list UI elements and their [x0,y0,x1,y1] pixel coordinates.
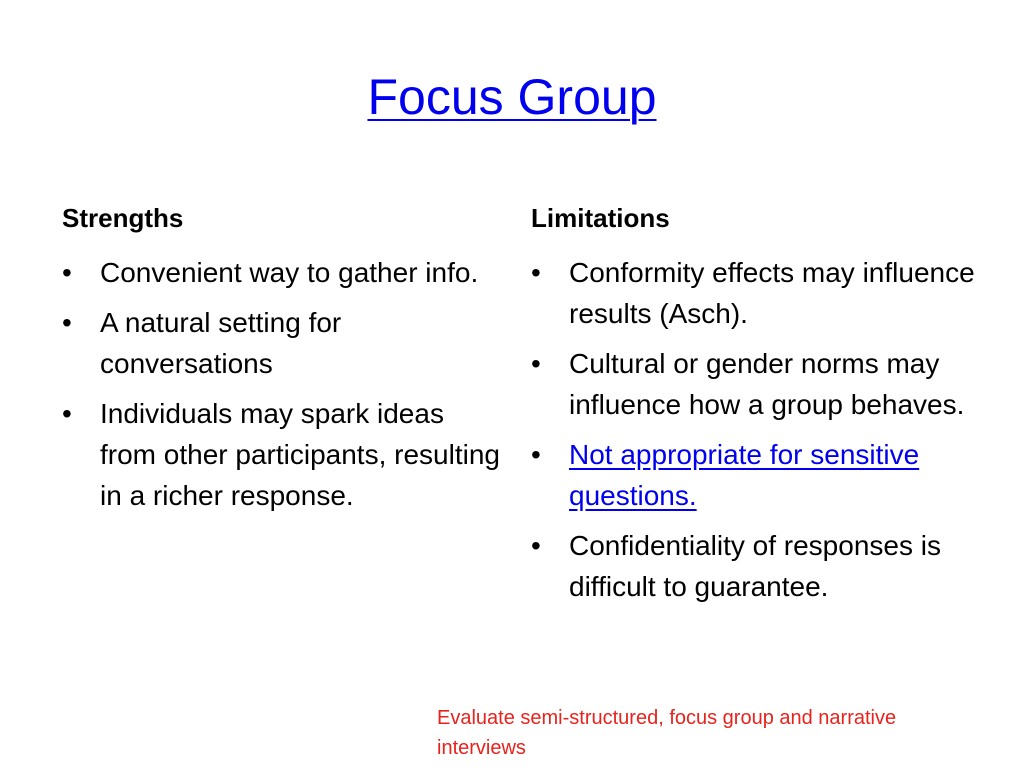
bullet-icon: • [531,530,541,561]
slide-title [0,62,1024,132]
limitations-item [531,252,976,334]
strengths-item [62,302,502,384]
limitations-item [531,434,976,516]
strengths-item-text: Individuals may spark ideas from other participants, resulting in a richer response. [100,398,500,511]
strengths-heading: Strengths [62,203,184,233]
strengths-item-text: A natural setting for conversations [100,307,342,379]
sensitive-questions-link[interactable]: Not appropriate for sensitive questions. [569,439,920,511]
limitations-item [531,525,976,607]
limitations-heading: Limitations [531,203,670,233]
bullet-icon: • [531,348,541,379]
bullet-icon: • [62,257,72,288]
strengths-item-text: Convenient way to gather info. [100,257,479,288]
limitations-item-text: Conformity effects may influence results (Asch). [569,257,975,329]
strengths-list [62,252,502,525]
bullet-icon: • [62,398,72,429]
bullet-icon: • [531,439,541,470]
strengths-item [62,252,502,293]
bullet-icon: • [531,257,541,288]
limitations-item [531,343,976,425]
evaluation-note: Evaluate semi-structured, focus group and narrative interviews [437,707,897,759]
limitations-item-text: Confidentiality of responses is difficult to guarantee. [569,530,941,602]
bullet-icon: • [62,307,72,338]
limitations-list [531,252,976,616]
strengths-item [62,393,502,516]
limitations-item-text: Cultural or gender norms may influence how a group behaves. [569,348,965,420]
title-link[interactable]: Focus Group [367,69,657,125]
